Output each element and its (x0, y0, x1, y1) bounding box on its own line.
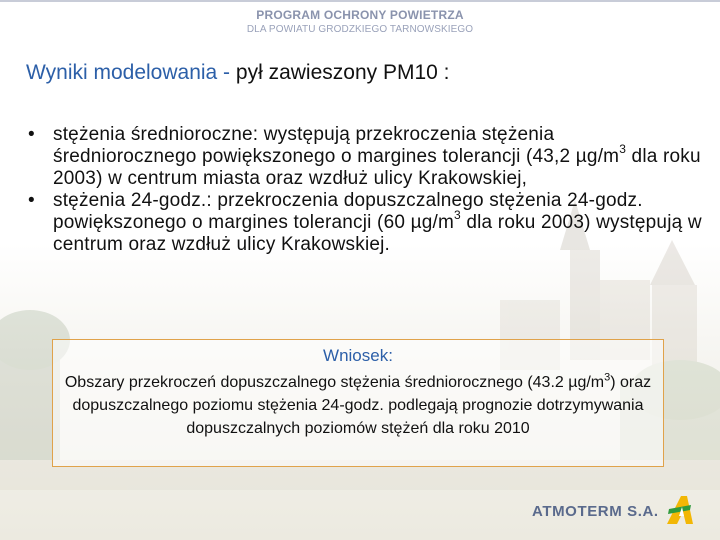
bullet-text: stężenia 24-godz.: przekroczenia dopuszczalnego stężenia 24-godz. powiększonego o margines tolerancji (60 µg/m (53, 190, 643, 233)
conclusion-box (52, 339, 664, 467)
bullet-dot: • (28, 190, 35, 211)
bullet-dot: • (28, 124, 35, 145)
program-header (210, 8, 510, 36)
bullet-superscript: 3 (619, 141, 627, 156)
conclusion-heading: Wniosek: (323, 346, 393, 365)
conclusion-text-part-continued: ) oraz dopuszczalnego poziomu stężenia 24-godz. podlegają prognozie dotrzymywania dopuszczalnych poziomów stężeń dla roku 2010 (72, 374, 652, 437)
program-subtitle: DLA POWIATU GRODZKIEGO TARNOWSKIEGO (246, 24, 474, 35)
bullet-text: stężenia średnioroczne: występują przekroczenia stężenia średniorocznego powiększonego o margines tolerancji (43,2 µg/m (53, 124, 620, 167)
top-rule (0, 0, 720, 2)
bullet-list (22, 124, 702, 256)
conclusion-superscript: 3 (604, 371, 611, 384)
bullet-text-continued: dla roku 2003) w centrum miasta oraz wzdłuż ulicy Krakowskiej, (53, 146, 701, 189)
slide-title-main: pył zawieszony PM10 : (235, 61, 450, 84)
slide-title-accent: Wyniki modelowania - (26, 61, 236, 84)
program-title: PROGRAM OCHRONY POWIETRZA (256, 8, 464, 22)
conclusion-text (53, 371, 663, 440)
conclusion-text-part: Obszary przekroczeń dopuszczalnego stężenia średniorocznego (43.2 µg/m (64, 374, 605, 391)
atmoterm-logo-icon (665, 494, 695, 526)
company-name: ATMOTERM S.A. (532, 503, 659, 520)
bullet-text-continued: dla roku 2003) występują w centrum oraz wzdłuż ulicy Krakowskiej. (53, 212, 702, 255)
bullet-item (22, 124, 702, 190)
bullet-superscript: 3 (454, 207, 461, 222)
slide-title (26, 60, 449, 86)
bullet-item (22, 190, 702, 256)
